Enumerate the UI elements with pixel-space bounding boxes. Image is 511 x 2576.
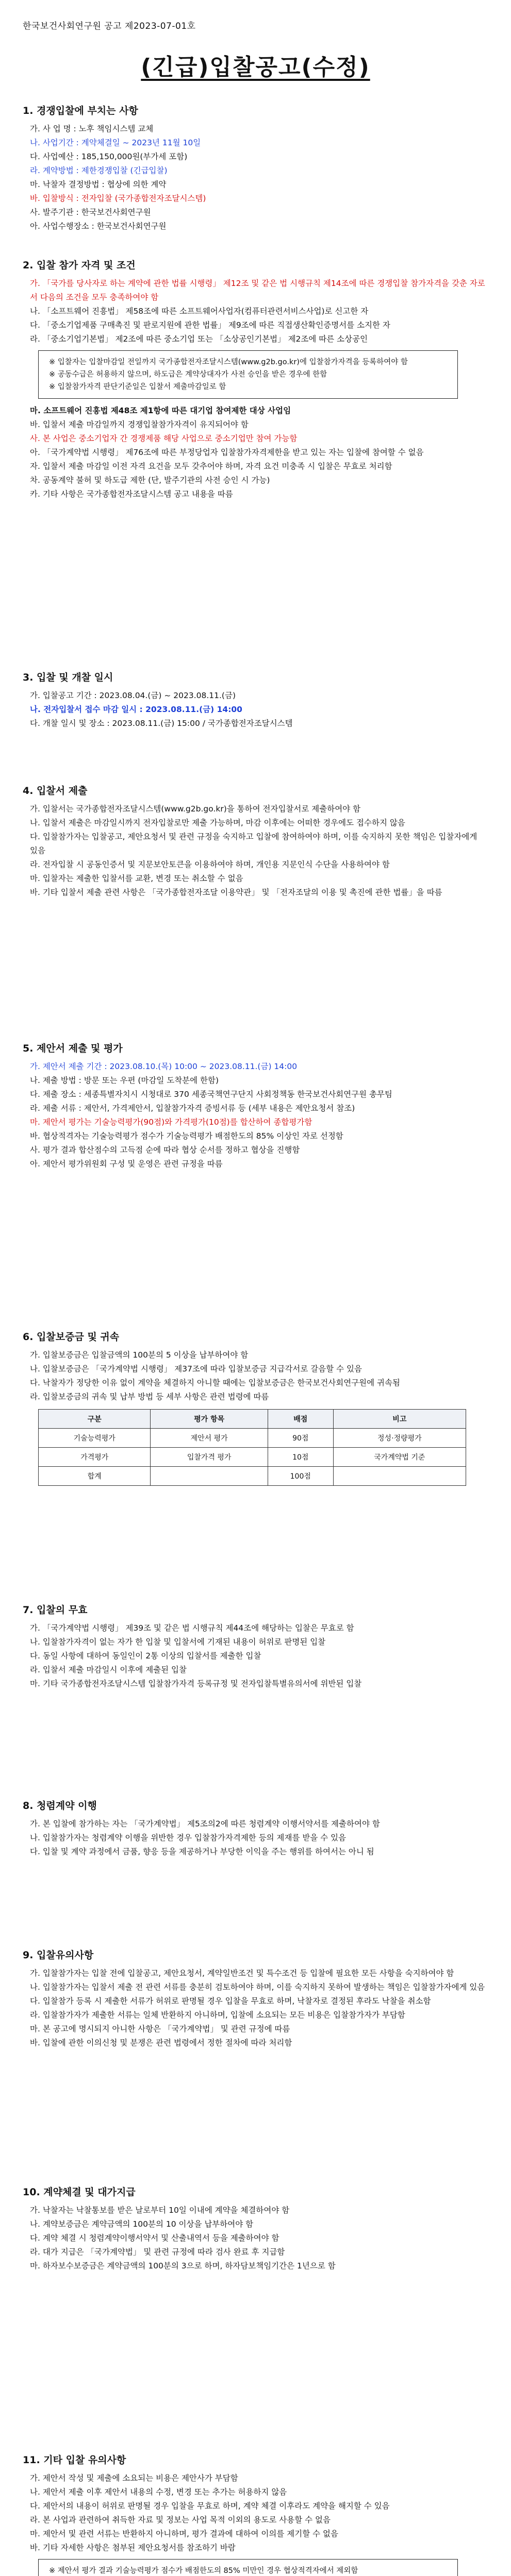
list-item: 마. 기타 국가종합전자조달시스템 입찰참가자격 등록규정 및 전자입찰특별유의서에 위반된 입찰	[30, 1679, 362, 1688]
table-header-cell: 구분	[39, 1410, 151, 1429]
table-cell	[333, 1467, 466, 1486]
list-item: 라. 입찰서 제출 마감일시 이후에 제출된 입찰	[30, 1665, 187, 1674]
section-title: 4. 입찰서 제출	[23, 785, 88, 796]
section-eligibility	[23, 258, 487, 501]
evaluation-table	[38, 1409, 466, 1486]
table-cell: 기술능력평가	[39, 1429, 151, 1448]
list-item: 바. 기타 자세한 사항은 첨부된 제안요청서를 참조하기 바람	[30, 2543, 236, 2552]
table-header-cell: 배점	[268, 1410, 333, 1429]
list-item: 나. 사업기간 : 계약체결일 ~ 2023년 11월 10일	[30, 138, 201, 147]
list-item: 아. 사업수행장소 : 한국보건사회연구원	[30, 222, 167, 231]
list-item: 다. 개찰 일시 및 장소 : 2023.08.11.(금) 15:00 / 국가종합전자조달시스템	[30, 719, 293, 728]
list-item: 다. 사업예산 : 185,150,000원(부가세 포함)	[30, 152, 188, 161]
list-item: 사. 평가 결과 합산점수의 고득점 순에 따라 협상 순서를 정하고 협상을 진행함	[30, 1145, 300, 1155]
list-item: 마. 입찰자는 제출한 입찰서를 교환, 변경 또는 취소할 수 없음	[30, 874, 243, 883]
section-title: 9. 입찰유의사항	[23, 1950, 94, 1961]
table-cell: 국가계약법 기준	[333, 1448, 466, 1467]
section-bid-submission	[23, 783, 487, 900]
list-item: 가. 본 입찰에 참가하는 자는 「국가계약법」 제5조의2에 따른 청렴계약 이행서약서를 제출하여야 함	[30, 1819, 380, 1828]
list-item: 마. 소프트웨어 진흥법 제48조 제1항에 따른 대기업 참여제한 대상 사업임	[30, 406, 291, 415]
list-item: 나. 제출 방법 : 방문 또는 우편 (마감일 도착분에 한함)	[30, 1076, 219, 1085]
list-item: 마. 제안서 평가는 기술능력평가(90점)와 가격평가(10점)를 합산하여 종합평가함	[30, 1117, 312, 1127]
section-bid-bond	[23, 1329, 487, 1492]
list-item: 다. 계약 체결 시 청렴계약이행서약서 및 산출내역서 등을 제출하여야 함	[30, 2233, 279, 2243]
section-invalid-bids	[23, 1602, 487, 1691]
section-integrity	[23, 1798, 487, 1859]
box-note: ※ 입찰참가자격 판단기준일은 입찰서 제출마감일로 함	[49, 383, 226, 391]
list-item: 나. 입찰보증금은 「국가계약법 시행령」 제37조에 따라 입찰보증금 지급각서로 갈음할 수 있음	[30, 1364, 362, 1374]
table-header-cell: 평가 항목	[151, 1410, 268, 1429]
list-item: 라. 제출 서류 : 제안서, 가격제안서, 입찰참가자격 증빙서류 등 (세부 내용은 제안요청서 참조)	[30, 1104, 355, 1113]
section-other-notes	[23, 2452, 487, 2576]
section-title: 1. 경쟁입찰에 부치는 사항	[23, 105, 138, 116]
list-item: 바. 기타 입찰서 제출 관련 사항은 「국가종합전자조달 이용약관」 및 「전자조달의 이용 및 촉진에 관한 법률」을 따름	[30, 888, 442, 897]
list-item: 다. 제안서의 내용이 허위로 판명될 경우 입찰을 무효로 하며, 계약 체결 이후라도 계약을 해지할 수 있음	[30, 2501, 390, 2511]
list-item: 카. 기타 사항은 국가종합전자조달시스템 공고 내용을 따름	[30, 489, 233, 499]
table-cell: 제안서 평가	[151, 1429, 268, 1448]
section-title: 6. 입찰보증금 및 귀속	[23, 1331, 120, 1343]
list-item: 나. 계약보증금은 계약금액의 100분의 10 이상을 납부하여야 함	[30, 2219, 254, 2229]
list-item: 다. 낙찰자가 정당한 이유 없이 계약을 체결하지 아니할 때에는 입찰보증금은 한국보건사회연구원에 귀속됨	[30, 1378, 400, 1387]
list-item: 가. 제안서 제출 기간 : 2023.08.10.(목) 10:00 ~ 2023.08.11.(금) 14:00	[30, 1062, 298, 1071]
list-item: 가. 낙찰자는 낙찰통보를 받은 날로부터 10일 이내에 계약을 체결하여야 함	[30, 2206, 290, 2215]
table-header-cell: 비고	[333, 1410, 466, 1429]
notice-number: 한국보건사회연구원 공고 제2023-07-01호	[23, 21, 196, 31]
section-contract	[23, 2184, 487, 2273]
table-cell: 정성·정량평가	[333, 1429, 466, 1448]
page-title: (긴급)입찰공고(수정)	[141, 54, 370, 80]
table-cell: 90점	[268, 1429, 333, 1448]
section-title: 8. 청렴계약 이행	[23, 1800, 97, 1811]
table-cell: 가격평가	[39, 1448, 151, 1467]
table-row	[39, 1448, 466, 1467]
list-item: 나. 입찰참가자는 청렴계약 이행을 위반한 경우 입찰참가자격제한 등의 제재를 받을 수 있음	[30, 1833, 347, 1842]
list-item: 라. 입찰참가자가 제출한 서류는 일체 반환하지 아니하며, 입찰에 소요되는 모든 비용은 입찰참가자가 부담함	[30, 2010, 405, 2020]
section-title: 7. 입찰의 무효	[23, 1604, 88, 1616]
list-item: 마. 제안서 및 관련 서류는 반환하지 아니하며, 평가 결과에 대하여 이의를 제기할 수 없음	[30, 2529, 338, 2538]
section-title: 3. 입찰 및 개찰 일시	[23, 672, 113, 683]
list-item: 가. 입찰공고 기간 : 2023.08.04.(금) ~ 2023.08.11.(금)	[30, 691, 236, 700]
table-cell: 100점	[268, 1467, 333, 1486]
list-item: 마. 본 공고에 명시되지 아니한 사항은 「국가계약법」 및 관련 규정에 따름	[30, 2024, 290, 2033]
section-title: 2. 입찰 참가 자격 및 조건	[23, 260, 136, 271]
section-title: 10. 계약체결 및 대가지급	[23, 2187, 136, 2198]
section-bid-overview	[23, 103, 487, 233]
list-item: 나. 「소프트웨어 진흥법」 제58조에 따른 소프트웨어사업자(컴퓨터관련서비스사업)로 신고한 자	[30, 307, 369, 316]
list-item: 다. 동일 사항에 대하여 동일인이 2통 이상의 입찰서를 제출한 입찰	[30, 1651, 261, 1660]
list-item: 바. 입찰서 제출 마감일까지 경쟁입찰참가자격이 유지되어야 함	[30, 420, 249, 429]
section-title: 11. 기타 입찰 유의사항	[23, 2454, 126, 2466]
list-item: 바. 협상적격자는 기술능력평가 점수가 기술능력평가 배점한도의 85% 이상인 자로 선정함	[30, 1131, 343, 1141]
list-item: 나. 입찰참가자격이 없는 자가 한 입찰 및 입찰서에 기재된 내용이 허위로 판명된 입찰	[30, 1637, 326, 1647]
list-item: 라. 전자입찰 시 공동인증서 및 지문보안토큰을 이용하여야 하며, 개인용 지문인식 수단을 사용하여야 함	[30, 860, 390, 869]
list-item: 바. 입찰방식 : 전자입찰 (국가종합전자조달시스템)	[30, 194, 206, 203]
list-item: 사. 본 사업은 중소기업자 간 경쟁제품 해당 사업으로 중소기업만 참여 가능함	[30, 434, 298, 443]
table-row	[39, 1429, 466, 1448]
list-item: 아. 「국가계약법 시행령」 제76조에 따른 부정당업자 입찰참가자격제한을 받고 있는 자는 입찰에 참여할 수 없음	[30, 448, 424, 457]
list-item: 가. 사 업 명 : 노후 책임시스템 교체	[30, 124, 154, 133]
section-schedule	[23, 670, 487, 731]
list-item: 가. 입찰서는 국가종합전자조달시스템(www.g2b.go.kr)을 통하여 전자입찰서로 제출하여야 함	[30, 804, 361, 814]
list-item: 아. 제안서 평가위원회 구성 및 운영은 관련 규정을 따름	[30, 1159, 223, 1168]
list-item: 라. 「중소기업기본법」 제2조에 따른 중소기업 또는 「소상공인기본법」 제2조에 따른 소상공인	[30, 334, 368, 344]
list-item: 라. 계약방법 : 제한경쟁입찰 (긴급입찰)	[30, 166, 168, 175]
list-item: 가. 「국가를 당사자로 하는 계약에 관한 법률 시행령」 제12조 및 같은 법 시행규칙 제14조에 따른 경쟁입찰 참가자격을 갖춘 자로서 다음의 조건을 모두 충족하여야 함	[30, 279, 485, 302]
list-item: 자. 입찰서 제출 마감일 이전 자격 요건을 모두 갖추어야 하며, 자격 요건 미충족 시 입찰은 무효로 처리함	[30, 462, 392, 471]
list-item: 나. 제안서 제출 이후 제안서 내용의 수정, 변경 또는 추가는 허용하지 않음	[30, 2487, 287, 2497]
list-item: 사. 발주기관 : 한국보건사회연구원	[30, 208, 151, 217]
box-note: ※ 공동수급은 허용하지 않으며, 하도급은 계약상대자가 사전 승인을 받은 경우에 한함	[49, 370, 327, 379]
box-note: ※ 제안서 평가 결과 기술능력평가 점수가 배점한도의 85% 미만인 경우 협상적격자에서 제외함	[49, 2567, 358, 2575]
list-item: 라. 입찰보증금의 귀속 및 납부 방법 등 세부 사항은 관련 법령에 따름	[30, 1392, 269, 1401]
notice-box	[38, 2559, 458, 2576]
list-item: 라. 대가 지급은 「국가계약법」 및 관련 규정에 따라 검사 완료 후 지급함	[30, 2247, 285, 2257]
table-cell	[151, 1467, 268, 1486]
list-item: 차. 공동계약 불허 및 하도급 제한 (단, 발주기관의 사전 승인 시 가능)	[30, 476, 270, 485]
list-item: 가. 입찰보증금은 입찰금액의 100분의 5 이상을 납부하여야 함	[30, 1350, 249, 1360]
table-cell: 합계	[39, 1467, 151, 1486]
list-item: 가. 입찰참가자는 입찰 전에 입찰공고, 제안요청서, 계약일반조건 및 특수조건 등 입찰에 필요한 모든 사항을 숙지하여야 함	[30, 1969, 454, 1978]
list-item: 다. 입찰 및 계약 과정에서 금품, 향응 등을 제공하거나 부당한 이익을 주는 행위를 하여서는 아니 됨	[30, 1847, 374, 1856]
list-item: 다. 「중소기업제품 구매촉진 및 판로지원에 관한 법률」 제9조에 따른 직접생산확인증명서를 소지한 자	[30, 320, 390, 330]
section-proposal	[23, 1041, 487, 1171]
section-title: 5. 제안서 제출 및 평가	[23, 1043, 123, 1054]
list-item: 마. 하자보수보증금은 계약금액의 100분의 3으로 하며, 하자담보책임기간은 1년으로 함	[30, 2261, 336, 2270]
list-item: 다. 제출 장소 : 세종특별자치시 시청대로 370 세종국책연구단지 사회정책동 한국보건사회연구원 총무팀	[30, 1090, 392, 1099]
notice-box	[38, 350, 458, 399]
table-cell: 입찰가격 평가	[151, 1448, 268, 1467]
table-row	[39, 1467, 466, 1486]
list-item: 다. 입찰참가자는 입찰공고, 제안요청서 및 관련 규정을 숙지하고 입찰에 참여하여야 하며, 이를 숙지하지 못한 책임은 입찰자에게 있음	[30, 832, 477, 855]
list-item: 마. 낙찰자 결정방법 : 협상에 의한 계약	[30, 180, 167, 189]
list-item: 가. 제안서 작성 및 제출에 소요되는 비용은 제안사가 부담함	[30, 2473, 238, 2483]
table-header-row	[39, 1410, 466, 1429]
list-item: 나. 입찰서 제출은 마감일시까지 전자입찰로만 제출 가능하며, 마감 이후에는 어떠한 경우에도 접수하지 않음	[30, 818, 405, 827]
section-bid-notes	[23, 1947, 487, 2050]
box-note: ※ 입찰자는 입찰마감일 전일까지 국가종합전자조달시스템(www.g2b.go.kr)에 입찰참가자격을 등록하여야 함	[49, 358, 408, 366]
list-item: 라. 본 사업과 관련하여 취득한 자료 및 정보는 사업 목적 이외의 용도로 사용할 수 없음	[30, 2515, 331, 2524]
list-item: 다. 입찰참가 등록 시 제출한 서류가 허위로 판명될 경우 입찰을 무효로 하며, 낙찰자로 결정된 후라도 낙찰을 취소함	[30, 1996, 431, 2006]
list-item: 나. 입찰참가자는 입찰서 제출 전 관련 서류를 충분히 검토하여야 하며, 이를 숙지하지 못하여 발생하는 책임은 입찰참가자에게 있음	[30, 1982, 485, 1992]
list-item: 나. 전자입찰서 접수 마감 일시 : 2023.08.11.(금) 14:00	[30, 705, 242, 714]
table-cell: 10점	[268, 1448, 333, 1467]
list-item: 바. 입찰에 관한 이의신청 및 분쟁은 관련 법령에서 정한 절차에 따라 처리함	[30, 2038, 292, 2047]
list-item: 가. 「국가계약법 시행령」 제39조 및 같은 법 시행규칙 제44조에 해당하는 입찰은 무효로 함	[30, 1623, 354, 1633]
